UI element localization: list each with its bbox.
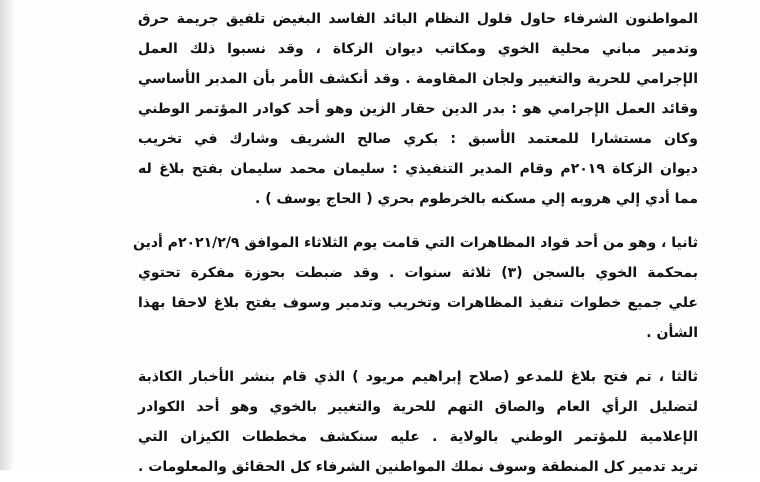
text-line: تريد تدمير كل المنطقة وسوف نملك المواطنين الشرفاء كل الحقائق والمعلومات .	[138, 459, 698, 475]
paragraph-gap	[138, 214, 698, 228]
paragraph-3	[138, 362, 698, 482]
text-line: الشأن .	[646, 325, 698, 341]
paragraph-2	[132, 228, 698, 348]
text-line: ديوان الزكاة ٢٠١٩م وقام المدير التنفيذي : سليمان محمد سليمان بفتح بلاغ له	[138, 161, 698, 177]
paragraph-1	[138, 4, 698, 214]
text-line: لتضليل الرأي العام والصاق التهم للحرية والتغيير بالخوي وهو أحد الكوادر	[138, 399, 698, 415]
text-line: بمحكمة الخوي بالسجن (٣) ثلاثة سنوات . وقد ضبطت بحوزة مفكرة تحتوي	[138, 265, 698, 281]
text-line: الإجرامي للحرية والتغيير ولجان المقاومة . وقد أنكشف الأمر بأن المدبر الأساسي	[138, 71, 698, 87]
text-line: وتدمير مباني محلية الخوي ومكاتب ديوان الزكاة ، وقد نسبوا ذلك العمل	[138, 41, 698, 57]
text-line: علي جميع خطوات تنفيذ المظاهرات وتخريب وتدمير وسوف يفتح بلاغ لاحقا بهذا	[138, 295, 698, 311]
text-line: وقائد العمل الإجرامي هو : بدر الدين حقار الزين وهو أحد كوادر المؤتمر الوطني	[138, 101, 698, 117]
text-line: وكان مستشارا للمعتمد الأسبق : بكري صالح الشريف وشارك في تخريب	[138, 131, 698, 147]
statement-body	[132, 4, 698, 482]
scan-edge-shadow	[0, 0, 14, 470]
text-line: المواطنون الشرفاء حاول فلول النظام البائد الفاسد البغيض تلفيق جريمة حرق	[138, 11, 698, 27]
text-line: مما أدي إلي هروبه إلي مسكنه بالخرطوم بحري ( الحاج يوسف ) .	[255, 191, 698, 207]
text-line: ثانيا ، وهو من أحد قواد المظاهرات التي قامت يوم الثلاثاء الموافق ٢٠٢١/٢/٩م أدين	[132, 235, 698, 251]
text-line: ثالثا ، تم فتح بلاغ للمدعو (صلاح إبراهيم مريود ) الذي قام بنشر الأخبار الكاذبة	[138, 369, 698, 385]
text-line: الإعلامية للمؤتمر الوطني بالولاية . عليه سنكشف مخططات الكيزان التي	[138, 429, 698, 445]
paragraph-gap	[138, 348, 698, 362]
